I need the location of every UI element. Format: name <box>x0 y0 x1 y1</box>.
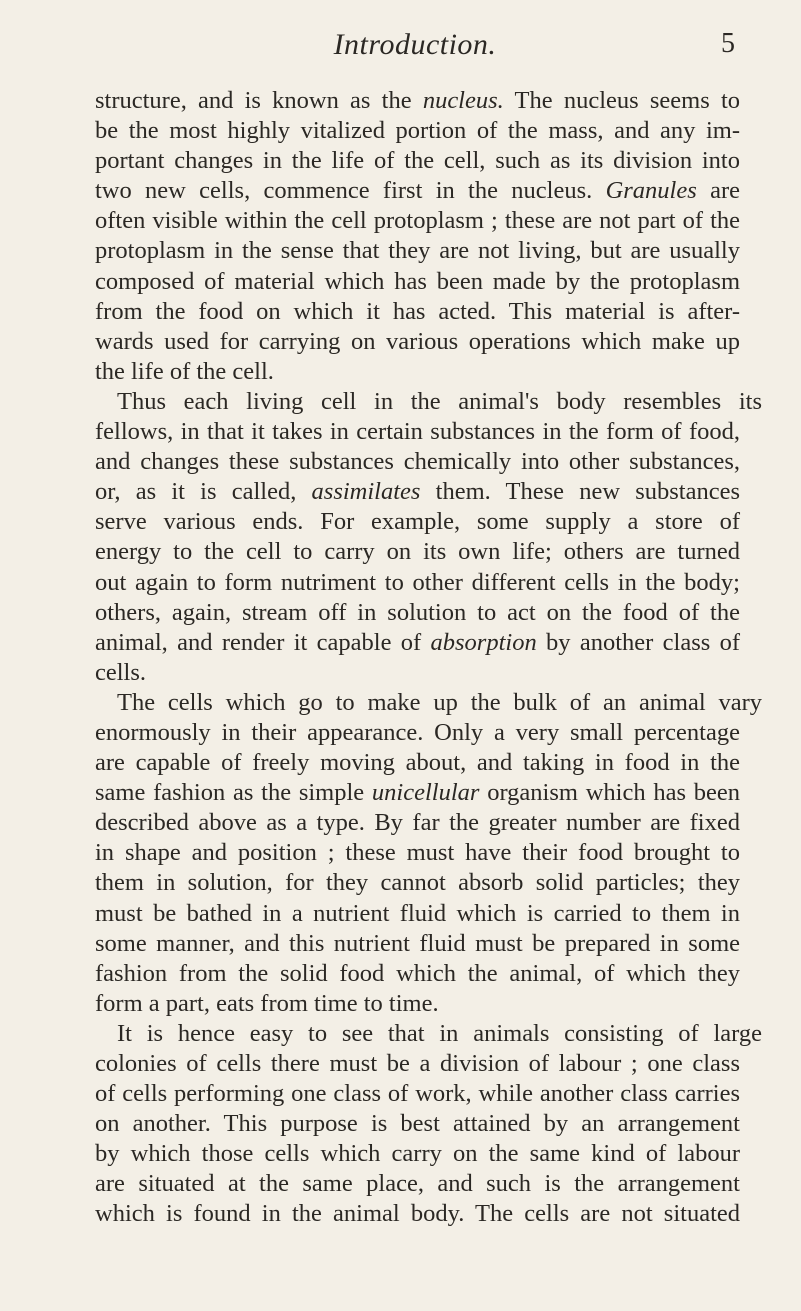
text-line <box>95 297 740 327</box>
text-segment: by another class of <box>536 628 741 656</box>
text-segment: structure, and is known as the <box>95 87 423 114</box>
text-segment: energy to the cell to carry on its own life; others are turned <box>95 538 740 566</box>
text-segment: from the food on which it has acted. This material is after- <box>95 297 740 325</box>
text-segment: colonies of cells there must be a division of labour ; one class <box>95 1050 740 1077</box>
running-head: Introduction. <box>333 28 497 61</box>
text-segment: two new cells, commence first in the nucleus. <box>95 177 606 205</box>
text-segment: composed of material which has been made by the protoplasm <box>95 267 740 295</box>
text-segment: described above as a type. By far the greater number are fixed <box>95 809 740 837</box>
text-segment: enormously in their appearance. Only a very small percentage <box>95 718 740 746</box>
text-line <box>95 477 740 507</box>
italic-term: absorption <box>430 628 537 656</box>
italic-term: nucleus. <box>422 87 504 114</box>
text-segment: some manner, and this nutrient fluid must be prepared in some <box>95 929 740 957</box>
text-line <box>95 447 740 477</box>
text-line <box>95 718 740 748</box>
text-line <box>95 778 740 808</box>
text-segment: are situated at the same place, and such is the arrangement <box>95 1170 740 1198</box>
text-line <box>95 1049 740 1079</box>
text-segment: are <box>696 177 740 205</box>
text-line <box>95 929 740 959</box>
text-line <box>95 959 740 989</box>
text-segment: The nucleus seems to <box>503 87 741 114</box>
text-segment: and changes these substances chemically into other substances, <box>95 448 740 476</box>
text-segment: fashion from the solid food which the animal, of which they <box>95 959 740 987</box>
text-line <box>95 1199 740 1229</box>
text-line <box>95 267 740 297</box>
text-segment: are capable of freely moving about, and taking in food in the <box>95 749 740 777</box>
text-line <box>95 1079 740 1109</box>
text-line <box>95 86 740 116</box>
text-line <box>95 568 740 598</box>
text-segment: of cells performing one class of work, while another class carries <box>95 1080 740 1108</box>
page-number: 5 <box>721 28 735 59</box>
text-segment: protoplasm in the sense that they are not living, but are usually <box>95 237 740 265</box>
text-line <box>95 1109 740 1139</box>
italic-term: assimilates <box>311 478 421 506</box>
text-segment: often visible within the cell protoplasm ; these are not part of the <box>95 207 740 235</box>
text-segment: others, again, stream off in solution to act on the food of the <box>95 598 740 626</box>
text-line <box>95 868 740 898</box>
text-segment: or, as it is called, <box>95 478 312 506</box>
text-segment: form a part, eats from time to time. <box>95 989 439 1017</box>
text-line <box>95 417 740 447</box>
text-segment: The cells which go to make up the bulk of an animal vary <box>117 688 762 716</box>
text-line <box>95 1019 762 1049</box>
text-line <box>95 146 740 176</box>
text-segment: the life of the cell. <box>95 357 274 385</box>
page-header <box>95 28 735 68</box>
text-line <box>95 838 740 868</box>
italic-term: Granules <box>605 177 697 205</box>
text-segment: them. These new substances <box>420 478 740 506</box>
text-line <box>95 1169 740 1199</box>
text-segment: wards used for carrying on various operations which make up <box>95 327 740 355</box>
text-line <box>95 236 740 266</box>
text-segment: by which those cells which carry on the same kind of labour <box>95 1140 740 1168</box>
text-segment: be the most highly vitalized portion of the mass, and any im- <box>95 117 740 145</box>
text-segment: animal, and render it capable of <box>95 628 431 656</box>
text-segment: cells. <box>95 658 147 686</box>
text-line <box>95 899 740 929</box>
text-line <box>95 808 740 838</box>
text-line <box>95 748 740 778</box>
text-segment: It is hence easy to see that in animals consisting of large <box>117 1019 762 1047</box>
text-segment: out again to form nutriment to other different cells in the body; <box>95 568 740 596</box>
text-segment: portant changes in the life of the cell, such as its division into <box>95 147 740 175</box>
body-text <box>95 86 762 1230</box>
text-line <box>95 357 740 387</box>
text-segment: in shape and position ; these must have their food brought to <box>95 839 740 867</box>
text-line <box>95 598 740 628</box>
text-segment: same fashion as the simple <box>95 779 372 807</box>
text-segment: serve various ends. For example, some supply a store of <box>95 508 740 536</box>
text-line <box>95 176 740 206</box>
text-segment: on another. This purpose is best attained by an arrangement <box>95 1110 740 1138</box>
text-line <box>95 206 740 236</box>
text-line <box>95 116 740 146</box>
text-segment: fellows, in that it takes in certain substances in the form of food, <box>95 418 740 446</box>
text-line <box>95 1139 740 1169</box>
text-line <box>95 387 762 417</box>
text-line <box>95 658 740 688</box>
italic-term: unicellular <box>371 779 480 807</box>
text-line <box>95 537 740 567</box>
text-segment: which is found in the animal body. The cells are not situated <box>95 1200 740 1228</box>
text-line <box>95 628 740 658</box>
text-segment: Thus each living cell in the animal's body resembles its <box>117 387 762 415</box>
text-segment: them in solution, for they cannot absorb solid particles; they <box>95 869 740 897</box>
text-segment: organism which has been <box>479 779 740 807</box>
text-line <box>95 989 740 1019</box>
text-line <box>95 327 740 357</box>
text-line <box>95 688 762 718</box>
text-line <box>95 507 740 537</box>
text-segment: must be bathed in a nutrient fluid which is carried to them in <box>95 899 740 927</box>
